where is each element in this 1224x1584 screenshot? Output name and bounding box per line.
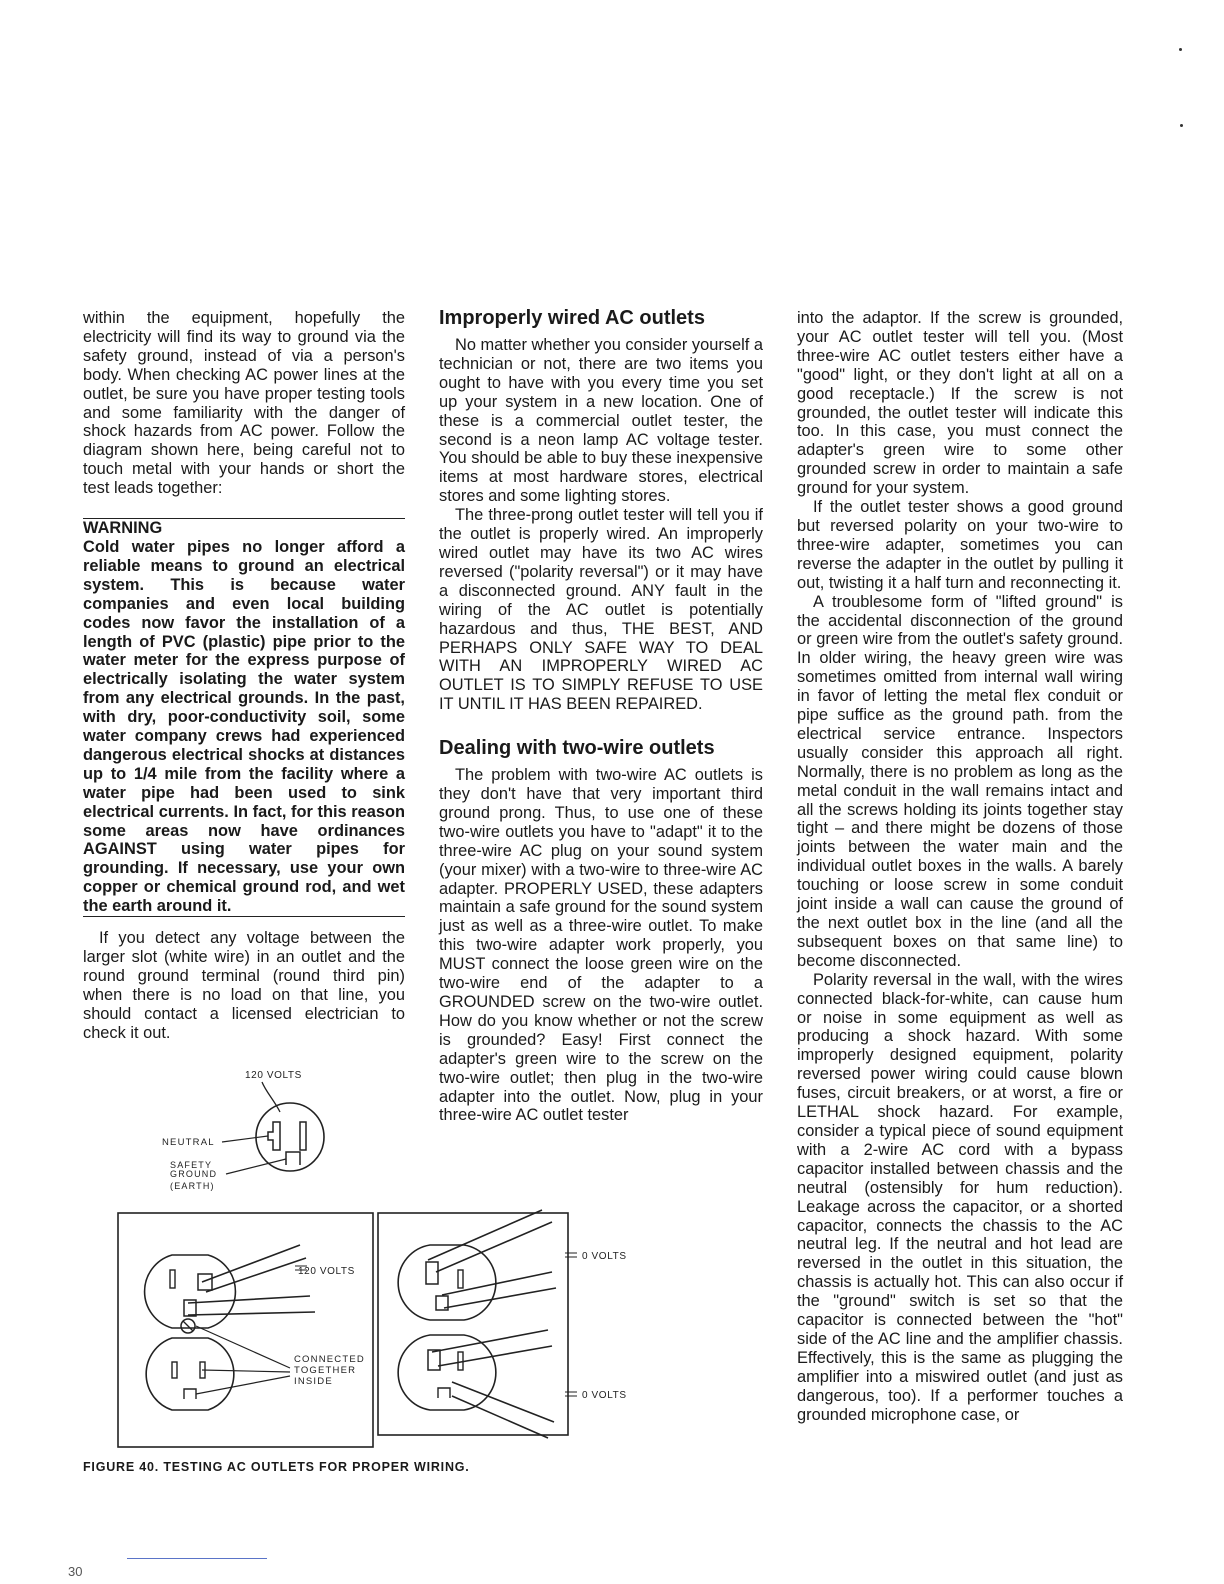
outlet-terminal-diagram (150, 1062, 380, 1197)
speck-mark (1179, 48, 1182, 51)
body-paragraph: A troublesome form of "lifted ground" is the accidental disconnection of the ground or green wire from the outlet's safety ground. In older wiring, the heavy green wire was sometimes omitted from internal wall wiring in favor of letting the metal flex conduit or pipe suffice as the ground path. from the electrical service entrance. Inspectors usually consider this approach all right. Normally, there is no problem as long as the metal conduit in the wall remains intact and all the screws holding its joints together stay tight – and there might be dozens of those joints between the water main and the individual outlet boxes in the walls. A barely touching or loose screw in some conduit joint inside a wall can cause the ground of the next outlet box in the line (and all the subsequent boxes on that same line) to become disconnected. (797, 592, 1123, 970)
right-outlet-test-diagram (372, 1200, 652, 1460)
right-voltage-bottom-label: 0 VOLTS (582, 1390, 627, 1401)
probe-tip-icon (428, 1350, 440, 1370)
connected-label: CONNECTED (294, 1354, 365, 1365)
ground-pin-icon (286, 1152, 300, 1165)
wall-plate-frame (118, 1213, 373, 1447)
warning-title: WARNING (83, 519, 163, 538)
right-voltage-top-label: 0 VOLTS (582, 1251, 627, 1262)
bottom-rule (127, 1558, 267, 1559)
neutral-slot-icon (268, 1122, 280, 1150)
body-paragraph: into the adaptor. If the screw is grounded, your AC outlet tester will tell you. (Most three-wire AC outlet testers either have a "good" light, or they don't light at all on a good receptacle.) If the screw is not grounded, the outlet tester will indicate this too. In this case, you must connect the adapter's green wire to some other grounded screw in order to maintain a safe ground for your system. (797, 309, 1123, 498)
probe-tip-icon (198, 1274, 212, 1290)
probe-lead-icon (188, 1296, 315, 1315)
outlet-face-icon (256, 1103, 324, 1171)
connection-line (196, 1326, 290, 1394)
section-heading: Dealing with two-wire outlets (439, 737, 715, 760)
ground-label: GROUND (170, 1169, 218, 1179)
connected-label: TOGETHER (294, 1365, 357, 1376)
connected-label: INSIDE (294, 1376, 333, 1387)
lower-receptacle-icon (398, 1335, 496, 1410)
warning-bottom-rule (83, 916, 405, 917)
ground-label: SAFETY (170, 1160, 213, 1170)
upper-receptacle-icon (145, 1255, 236, 1328)
body-paragraph: If you detect any voltage between the larger slot (white wire) in an outlet and the round ground terminal (round third pin) when there is no load on that line, you should contact a licensed electrician to check it out. (83, 929, 405, 1042)
page-number: 30 (68, 1564, 83, 1579)
lower-ground-pin-icon (184, 1389, 196, 1399)
lower-slot-icon (172, 1362, 177, 1378)
upper-slot-icon (170, 1270, 175, 1288)
upper-slot-icon (458, 1270, 463, 1288)
hot-slot-icon (300, 1122, 306, 1150)
body-paragraph: within the equipment, hopefully the electricity will find its way to ground via the safety ground, instead of via a person's body. When checking AC power lines at the outlet, be sure you have proper testing tools and some familiarity with the danger of shock hazards from AC power. Follow the diagram shown here, being careful not to touch metal with your hands or short the test leads together: (83, 309, 405, 498)
body-paragraph: If the outlet tester shows a good ground but reversed polarity on your two-wire to three-wire adapter, sometimes you can reverse the adapter in the outlet by pulling it out, twisting it a half turn and reconnecting it. (797, 498, 1123, 592)
screw-slot-mark (183, 1321, 193, 1331)
probe-tip-icon (426, 1262, 438, 1284)
ground-leader-line (226, 1159, 286, 1174)
column-left (83, 309, 405, 1043)
body-paragraph: Polarity reversal in the wall, with the wires connected black-for-white, can cause hum or noise in some equipment as well as producing a shock hazard. With some improperly designed equipment, polarity reversed power wiring could cause blown fuses, circuit breakers, or at worst, a fire or LETHAL shock hazard. For example, consider a typical piece of sound equipment with a 2-wire AC cord with a bypass capacitor installed between chassis and the neutral (ostensibly for hum reduction). Leakage across the capacitor, or a shorted capacitor, connects the chassis to the AC neutral leg. If the neutral and hot lead are reversed in the outlet in this situation, the chassis is actually hot. This can also occur if the "ground" switch is set so that the capacitor is connected between the "hot" side of the AC line and the amplifier chassis. Effectively, this is the same as plugging the amplifier into a miswired outlet (and just as dangerous, too). If a performer touches a grounded microphone case, or (797, 970, 1123, 1424)
probe-lead-icon (442, 1272, 556, 1308)
neutral-leader-line (222, 1136, 268, 1142)
column-middle (439, 306, 763, 1125)
column-right (797, 309, 1123, 1424)
left-voltage-label: 120 VOLTS (298, 1266, 355, 1277)
probe-lead-icon (202, 1245, 306, 1292)
figure-caption: FIGURE 40. TESTING AC OUTLETS FOR PROPER WIRING. (83, 1460, 470, 1474)
body-paragraph: The problem with two-wire AC outlets is they don't have that very important third ground prong. Thus, to use one of these two-wire outlets you have to "adapt" it to the three-wire AC plug on your sound system (your mixer) with a two-wire to three-wire AC adapter. PROPERLY USED, these adapters maintain a safe ground for the sound system just as well as a three-wire outlet. To make this two-wire adapter work properly, you MUST connect the loose green wire on the two-wire end of the adapter to a GROUNDED screw on the two-wire outlet. How do you know whether or not the screw is grounded? Easy! First connect the adapter's green wire to the screw on the two-wire outlet; then plug in the two-wire adapter into the outlet. Now, plug in your three-wire AC outlet tester (439, 766, 763, 1125)
neutral-label: NEUTRAL (162, 1137, 215, 1148)
lower-ground-pin-icon (438, 1388, 450, 1398)
body-paragraph: The three-prong outlet tester will tell you if the outlet is properly wired. An improperly wired outlet may have its two AC wires reversed ("polarity reversal") or it may have a disconnected ground. ANY fault in the wiring of the AC outlet is potentially hazardous and thus, THE BEST, AND PERHAPS ONLY SAFE WAY TO DEAL WITH AN IMPROPERLY WIRED AC OUTLET IS TO SIMPLY REFUSE TO USE IT UNTIL IT HAS BEEN REPAIRED. (439, 506, 763, 714)
top-voltage-label: 120 VOLTS (245, 1070, 302, 1081)
warning-body: Cold water pipes no longer afford a reliable means to ground an electrical system. This is because water companies and even local building codes now favor the installation of a length of PVC (plastic) pipe prior to the water meter for the express purpose of electrically isolating the water system from any electrical grounds. In the past, with dry, poor-conductivity soil, some water company crews had experienced dangerous electrical shocks at distances up to 1/4 mile from the facility where a water pipe had been used to sink electrical currents. In fact, for this reason some areas now have ordinances AGAINST using water pipes for grounding. If necessary, use your own copper or chemical ground rod, and wet the earth around it. (83, 537, 405, 916)
body-paragraph: No matter whether you consider yourself a technician or not, there are two items you ought to have with you every time you set up your system in a new location. One of these is a commercial outlet tester, the second is a neon lamp AC voltage tester. You should be able to buy these inexpensive items at most hardware stores, electrical stores and some lighting stores. (439, 336, 763, 506)
voltage-pointer-line (262, 1082, 280, 1112)
ground-label: (EARTH) (170, 1181, 215, 1191)
speck-mark (1180, 124, 1183, 127)
lower-receptacle-icon (146, 1338, 234, 1410)
section-heading: Improperly wired AC outlets (439, 307, 705, 329)
upper-receptacle-icon (398, 1245, 496, 1320)
wall-plate-frame (378, 1213, 568, 1435)
left-outlet-test-diagram (110, 1200, 390, 1460)
